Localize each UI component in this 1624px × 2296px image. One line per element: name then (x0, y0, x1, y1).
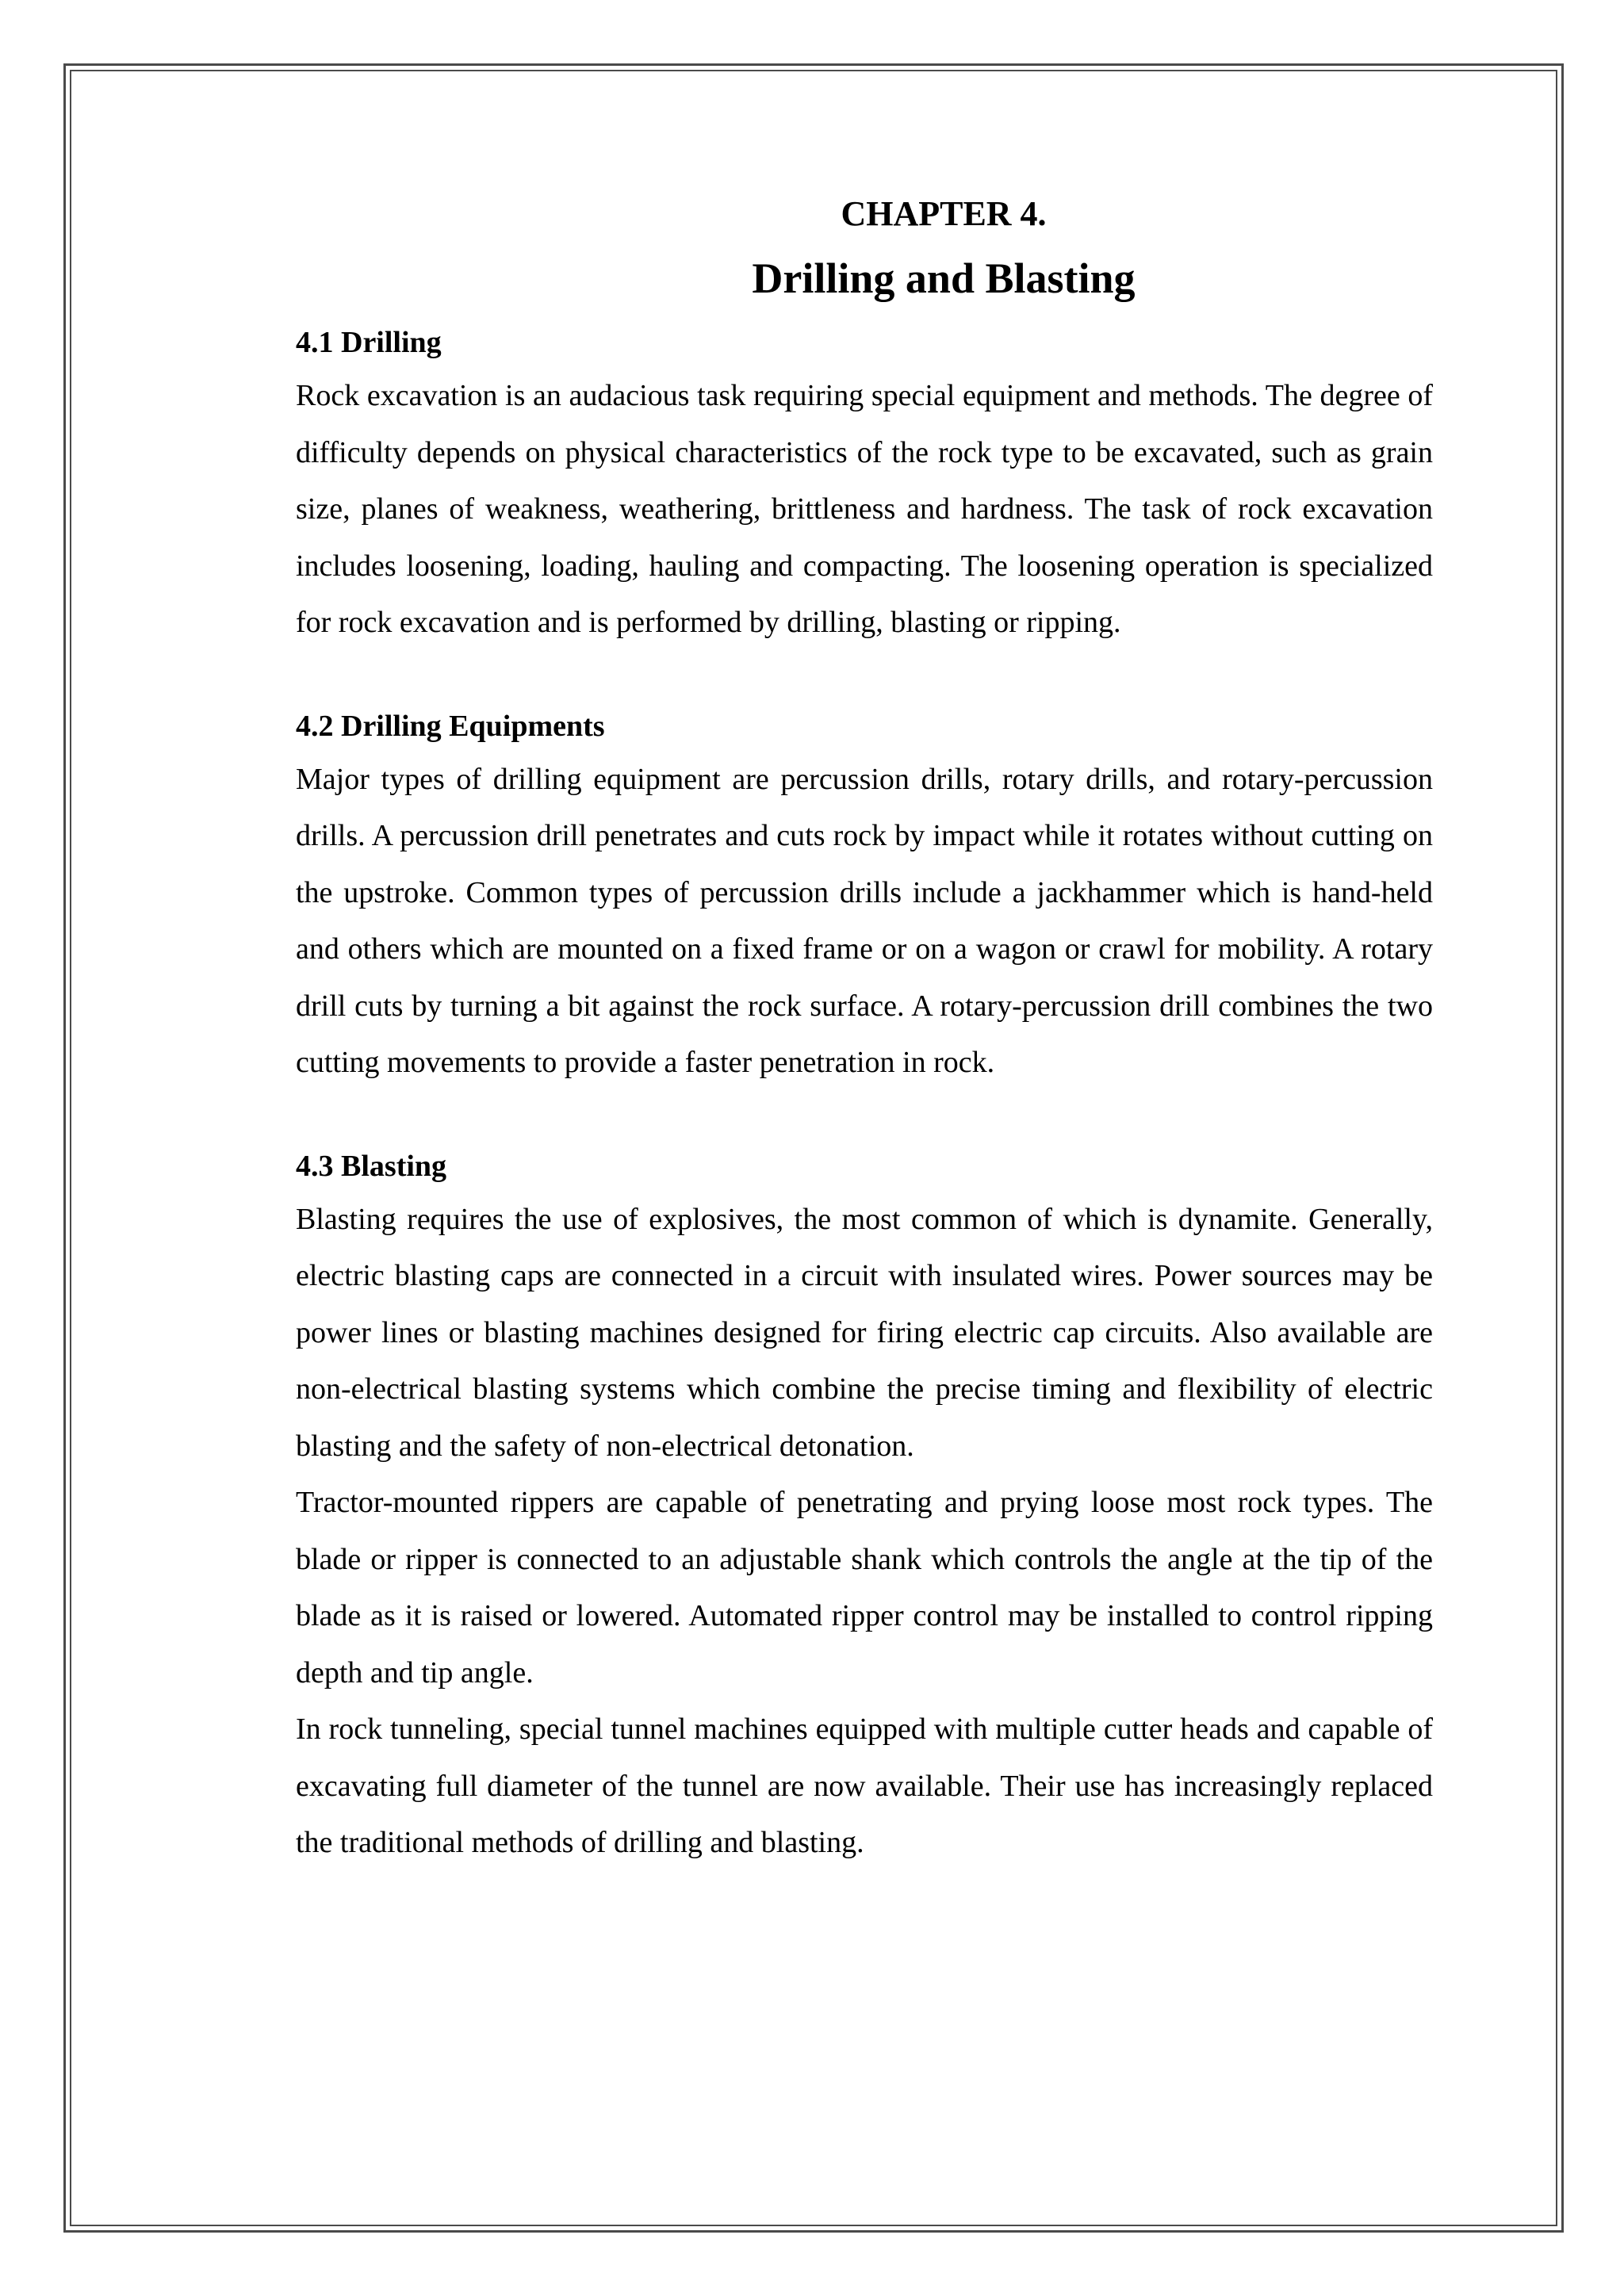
section-heading: 4.3 Blasting (296, 1149, 447, 1183)
section-blasting (296, 1147, 1433, 1872)
chapter-title: Drilling and Blasting (752, 254, 1136, 302)
paragraph: Blasting requires the use of explosives, the most common of which is dynamite. Generally, electric blasting caps are connected in a circuit with insulated wires. Power sources may be power lines or blasting machines designed for firing electric cap circuits. Also available are non-electrical blasting systems which combine the precise timing and flexibility of electric blasting and the safety of non-electrical detonation. (296, 1202, 1433, 1463)
section-drilling (296, 323, 1433, 652)
section-drilling-equipments (296, 707, 1433, 1092)
document-body (296, 190, 1433, 1872)
paragraph: Tractor-mounted rippers are capable of penetrating and prying loose most rock types. The blade or ripper is connected to an adjustable shank which controls the angle at the tip of the blade as it is raised or lowered. Automated ripper control may be installed to control ripping depth and tip angle. (296, 1486, 1433, 1689)
paragraph: Rock excavation is an audacious task requiring special equipment and methods. The degree of difficulty depends on physical characteristics of the rock type to be excavated, such as grain size, planes of weakness, weathering, brittleness and hardness. The task of rock excavation includes loosening, loading, hauling and compacting. The loosening operation is specialized for rock excavation and is performed by drilling, blasting or ripping. (296, 379, 1433, 639)
paragraph: Major types of drilling equipment are percussion drills, rotary drills, and rotary-percussion drills. A percussion drill penetrates and cuts rock by impact while it rotates without cutting on the upstroke. Common types of percussion drills include a jackhammer which is hand-held and others which are mounted on a fixed frame or on a wagon or crawl for mobility. A rotary drill cuts by turning a bit against the rock surface. A rotary-percussion drill combines the two cutting movements to provide a faster penetration in rock. (296, 762, 1433, 1079)
paragraph: In rock tunneling, special tunnel machines equipped with multiple cutter heads and capable of excavating full diameter of the tunnel are now available. Their use has increasingly replaced the traditional methods of drilling and blasting. (296, 1712, 1433, 1859)
section-spacer (296, 652, 1433, 707)
section-spacer (296, 1092, 1433, 1147)
section-heading: 4.2 Drilling Equipments (296, 709, 605, 743)
chapter-label: CHAPTER 4. (841, 194, 1047, 233)
section-heading: 4.1 Drilling (296, 326, 442, 359)
